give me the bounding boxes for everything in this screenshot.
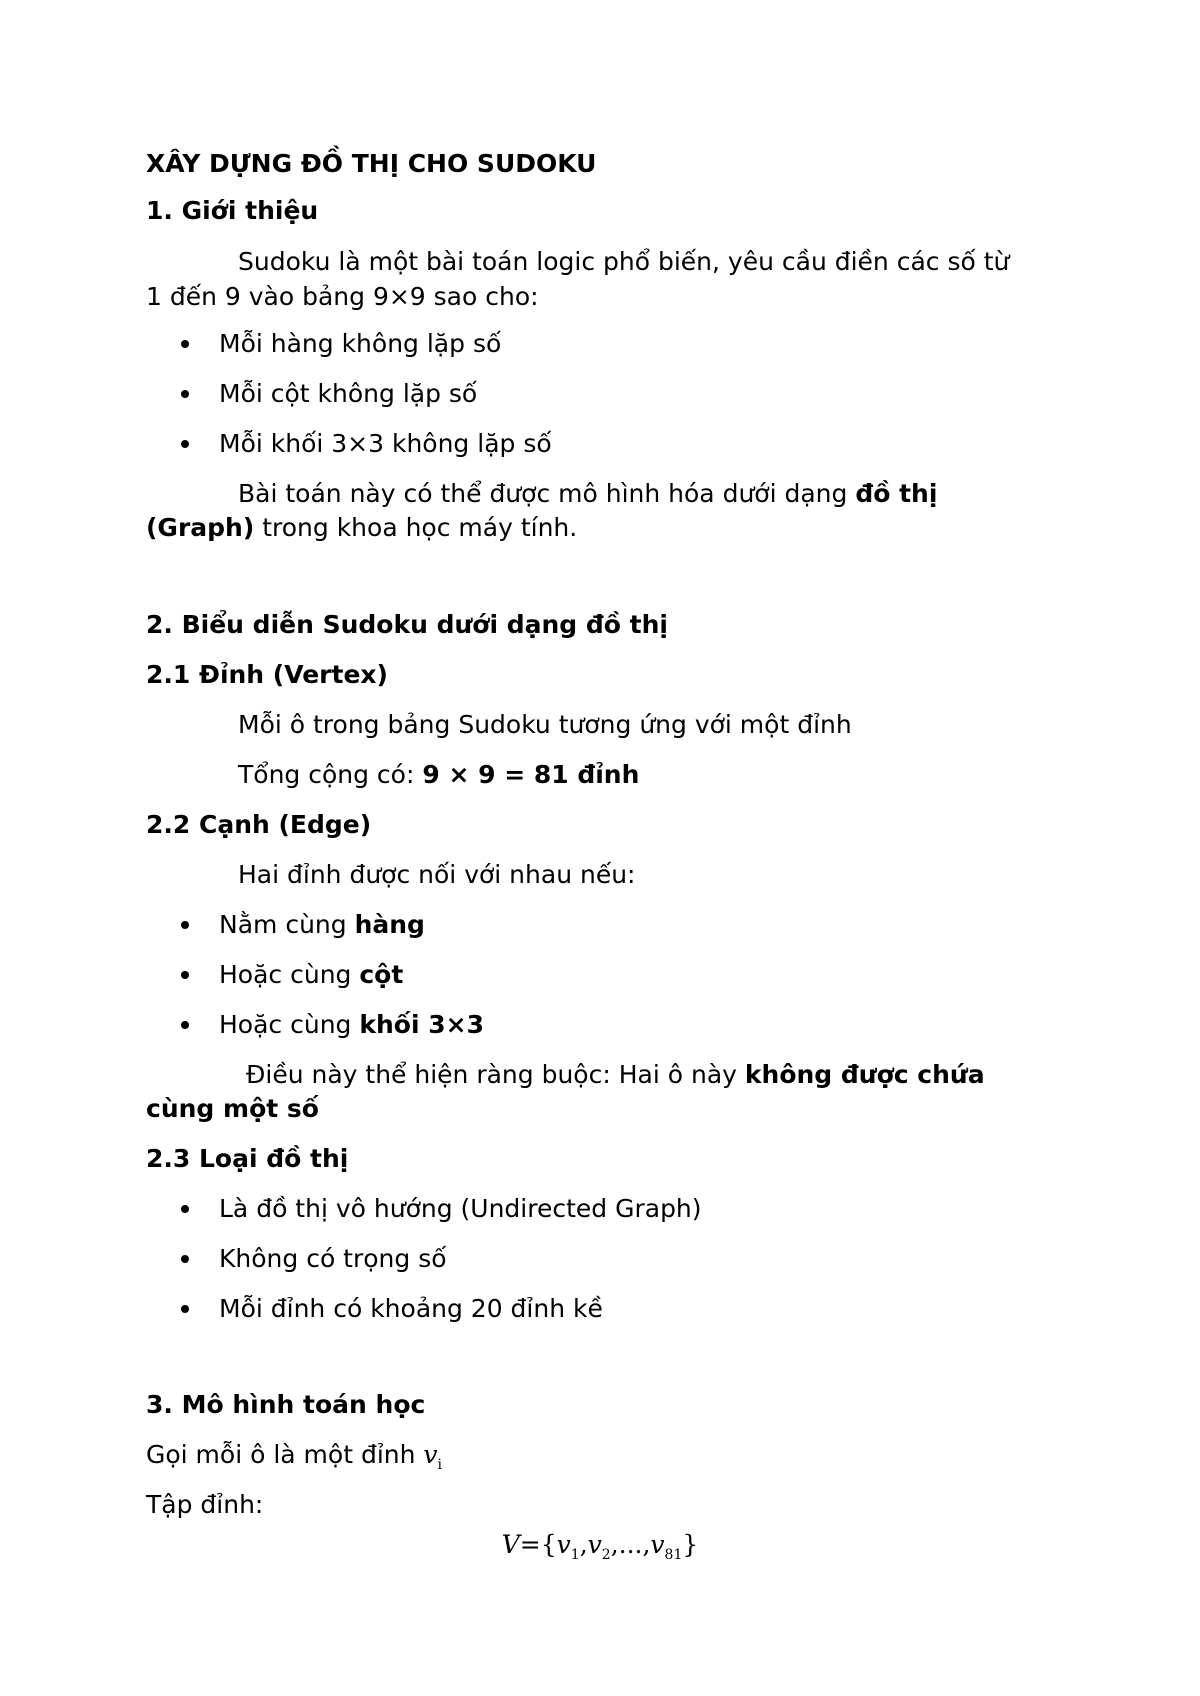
type-bullet-2: Không có trọng số xyxy=(219,1244,447,1273)
formula-v1: v xyxy=(556,1530,571,1559)
intro-paragraph-line-2: 1 đến 9 vào bảng 9×9 sao cho: xyxy=(146,282,539,311)
subsection-2-1-heading: 2.1 Đỉnh (Vertex) xyxy=(146,660,388,689)
formula-v81: v xyxy=(650,1530,665,1559)
formula-open-brace: { xyxy=(540,1530,557,1559)
bullet-icon xyxy=(181,921,189,929)
vertex-definition-line xyxy=(146,1442,442,1472)
edge-bullet-1 xyxy=(219,912,425,937)
edge-bullet-text: Hoặc cùng xyxy=(219,960,360,989)
type-bullet-3: Mỗi đỉnh có khoảng 20 đỉnh kề xyxy=(219,1294,603,1323)
edge-bullet-bold: hàng xyxy=(354,910,425,939)
vertex-line-1: Mỗi ô trong bảng Sudoku tương ứng với một đỉnh xyxy=(238,710,852,739)
bullet-icon xyxy=(181,1255,189,1263)
bullet-icon xyxy=(181,440,189,448)
type-bullet-1: Là đồ thị vô hướng (Undirected Graph) xyxy=(219,1194,702,1223)
edge-bullet-3 xyxy=(219,1012,484,1037)
formula-v2: v xyxy=(587,1530,602,1559)
vertex-set-formula xyxy=(0,1530,1200,1563)
document-title: XÂY DỰNG ĐỒ THỊ CHO SUDOKU xyxy=(146,149,597,178)
vertex-variable-index: i xyxy=(437,1457,443,1473)
graph-intro-tail: trong khoa học máy tính. xyxy=(254,513,578,542)
formula-sub-81: 81 xyxy=(664,1547,683,1563)
bullet-icon xyxy=(181,340,189,348)
bullet-icon xyxy=(181,1021,189,1029)
vertex-total-label: Tổng cộng có: xyxy=(238,760,423,789)
bullet-icon xyxy=(181,1205,189,1213)
formula-V: V xyxy=(501,1530,520,1559)
graph-intro-text: Bài toán này có thể được mô hình hóa dưới dạng xyxy=(238,479,856,508)
vertex-total-value: 9 × 9 = 81 đỉnh xyxy=(422,760,640,789)
vertex-variable xyxy=(423,1440,443,1473)
section-3-heading: 3. Mô hình toán học xyxy=(146,1390,426,1419)
vertex-definition-text: Gọi mỗi ô là một đỉnh xyxy=(146,1440,424,1469)
constraint-line-1 xyxy=(246,1062,985,1087)
formula-equals: = xyxy=(519,1530,541,1559)
constraint-text: Điều này thể hiện ràng buộc: Hai ô này xyxy=(246,1060,745,1089)
formula-comma-1: , xyxy=(579,1530,588,1559)
intro-paragraph-line-1: Sudoku là một bài toán logic phổ biến, yêu cầu điền các số từ xyxy=(238,247,1010,276)
edge-bullet-text: Nằm cùng xyxy=(219,910,355,939)
bullet-icon xyxy=(181,971,189,979)
rule-bullet-2: Mỗi cột không lặp số xyxy=(219,379,478,408)
graph-intro-line-1 xyxy=(238,481,937,506)
edge-bullet-bold: cột xyxy=(359,960,404,989)
vertex-set-label: Tập đỉnh: xyxy=(146,1490,264,1519)
formula-ellipsis: ,..., xyxy=(610,1530,651,1559)
vertex-line-2 xyxy=(238,762,639,787)
bullet-icon xyxy=(181,390,189,398)
formula-sub-1: 1 xyxy=(570,1547,580,1563)
bullet-icon xyxy=(181,1305,189,1313)
section-2-heading: 2. Biểu diễn Sudoku dưới dạng đồ thị xyxy=(146,610,668,639)
constraint-bold: không được chứa xyxy=(744,1060,985,1089)
formula-close-brace: } xyxy=(682,1530,699,1559)
rule-bullet-1: Mỗi hàng không lặp số xyxy=(219,329,502,358)
rule-bullet-3: Mỗi khối 3×3 không lặp số xyxy=(219,429,552,458)
constraint-line-2: cùng một số xyxy=(146,1094,319,1123)
section-1-heading: 1. Giới thiệu xyxy=(146,196,319,225)
edge-bullet-text: Hoặc cùng xyxy=(219,1010,360,1039)
vertex-variable-v: v xyxy=(423,1440,438,1469)
edge-bullet-bold: khối 3×3 xyxy=(359,1010,484,1039)
edge-bullet-2 xyxy=(219,962,403,987)
graph-intro-line-2 xyxy=(146,515,577,540)
formula-sub-2: 2 xyxy=(601,1547,611,1563)
graph-term: (Graph) xyxy=(146,513,255,542)
edge-intro-line: Hai đỉnh được nối với nhau nếu: xyxy=(238,860,636,889)
subsection-2-3-heading: 2.3 Loại đồ thị xyxy=(146,1144,349,1173)
subsection-2-2-heading: 2.2 Cạnh (Edge) xyxy=(146,810,372,839)
graph-intro-bold: đồ thị xyxy=(855,479,938,508)
